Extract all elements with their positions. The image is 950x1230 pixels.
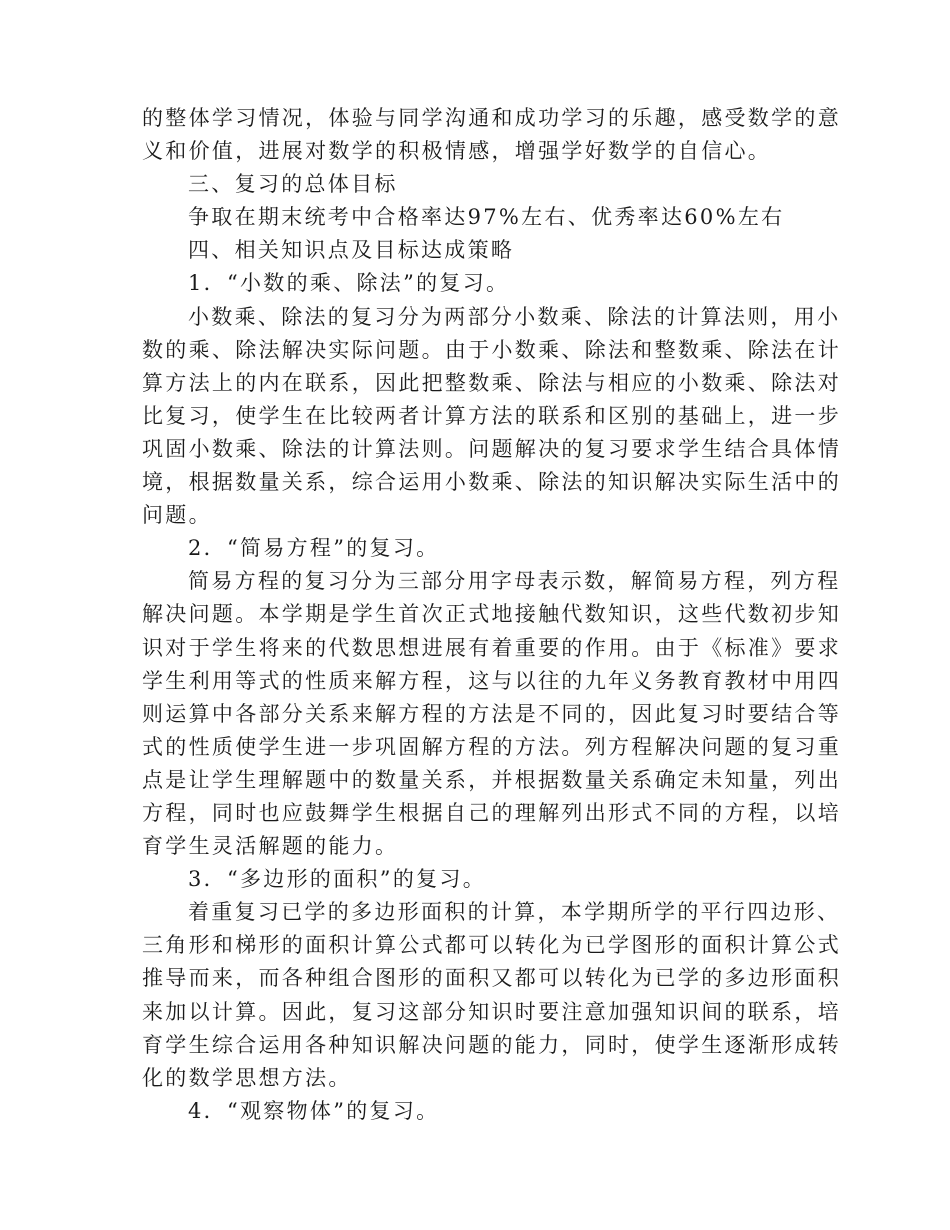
text-line: 境，根据数量关系，综合运用小数乘、除法的知识解决实际生活中的 xyxy=(142,470,841,495)
text-line: 育学生灵活解题的能力。 xyxy=(142,834,399,859)
text-line: 点是让学生理解题中的数量关系，并根据数量关系确定未知量，列出 xyxy=(142,767,841,792)
text-line: 推导而来，而各种组合图形的面积又都可以转化为已学的多边形面积 xyxy=(142,966,841,991)
text-line: 四、相关知识点及目标达成策略 xyxy=(188,238,515,263)
text-line: 简易方程的复习分为三部分用字母表示数，解简易方程，列方程 xyxy=(188,569,841,594)
text-line: 1．“小数的乘、除法”的复习。 xyxy=(188,271,510,296)
text-line: 问题。 xyxy=(142,503,212,528)
text-line: 4．“观察物体”的复习。 xyxy=(188,1098,440,1123)
text-line: 着重复习已学的多边形面积的计算，本学期所学的平行四边形、 xyxy=(188,900,841,925)
text-line: 的整体学习情况，体验与同学沟通和成功学习的乐趣，感受数学的意 xyxy=(142,106,841,130)
text-line: 方程，同时也应鼓舞学生根据自己的理解列出形式不同的方程，以培 xyxy=(142,800,841,825)
text-line: 义和价值，进展对数学的积极情感，增强学好数学的自信心。 xyxy=(142,139,772,164)
text-line: 式的性质使学生进一步巩固解方程的方法。列方程解决问题的复习重 xyxy=(142,734,841,759)
text-line: 数的乘、除法解决实际问题。由于小数乘、除法和整数乘、除法在计 xyxy=(142,337,841,362)
text-line: 学生利用等式的性质来解方程，这与以往的九年义务教育教材中用四 xyxy=(142,668,841,693)
text-line: 2．“简易方程”的复习。 xyxy=(188,536,440,561)
text-line: 则运算中各部分关系来解方程的方法是不同的，因此复习时要结合等 xyxy=(142,701,841,726)
text-line: 育学生综合运用各种知识解决问题的能力，同时，使学生逐渐形成转 xyxy=(142,1032,841,1057)
text-line: 算方法上的内在联系，因此把整数乘、除法与相应的小数乘、除法对 xyxy=(142,370,841,395)
text-line: 三角形和梯形的面积计算公式都可以转化为已学图形的面积计算公式 xyxy=(142,933,841,958)
text-line: 巩固小数乘、除法的计算法则。问题解决的复习要求学生结合具体情 xyxy=(142,436,841,461)
text-line: 3．“多边形的面积”的复习。 xyxy=(188,867,487,892)
text-line: 化的数学思想方法。 xyxy=(142,1065,352,1090)
document-body xyxy=(142,102,841,1128)
text-line: 解决问题。本学期是学生首次正式地接触代数知识，这些代数初步知 xyxy=(142,602,841,627)
text-line: 来加以计算。因此，复习这部分知识时要注意加强知识间的联系，培 xyxy=(142,999,841,1024)
text-line: 比复习，使学生在比较两者计算方法的联系和区别的基础上，进一步 xyxy=(142,403,841,428)
text-line: 三、复习的总体目标 xyxy=(188,172,398,197)
text-line: 小数乘、除法的复习分为两部分小数乘、除法的计算法则，用小 xyxy=(188,304,841,329)
text-line: 识对于学生将来的代数思想进展有着重要的作用。由于《标准》要求 xyxy=(142,635,841,660)
text-line: 争取在期末统考中合格率达97%左右、优秀率达60%左右 xyxy=(188,205,785,230)
